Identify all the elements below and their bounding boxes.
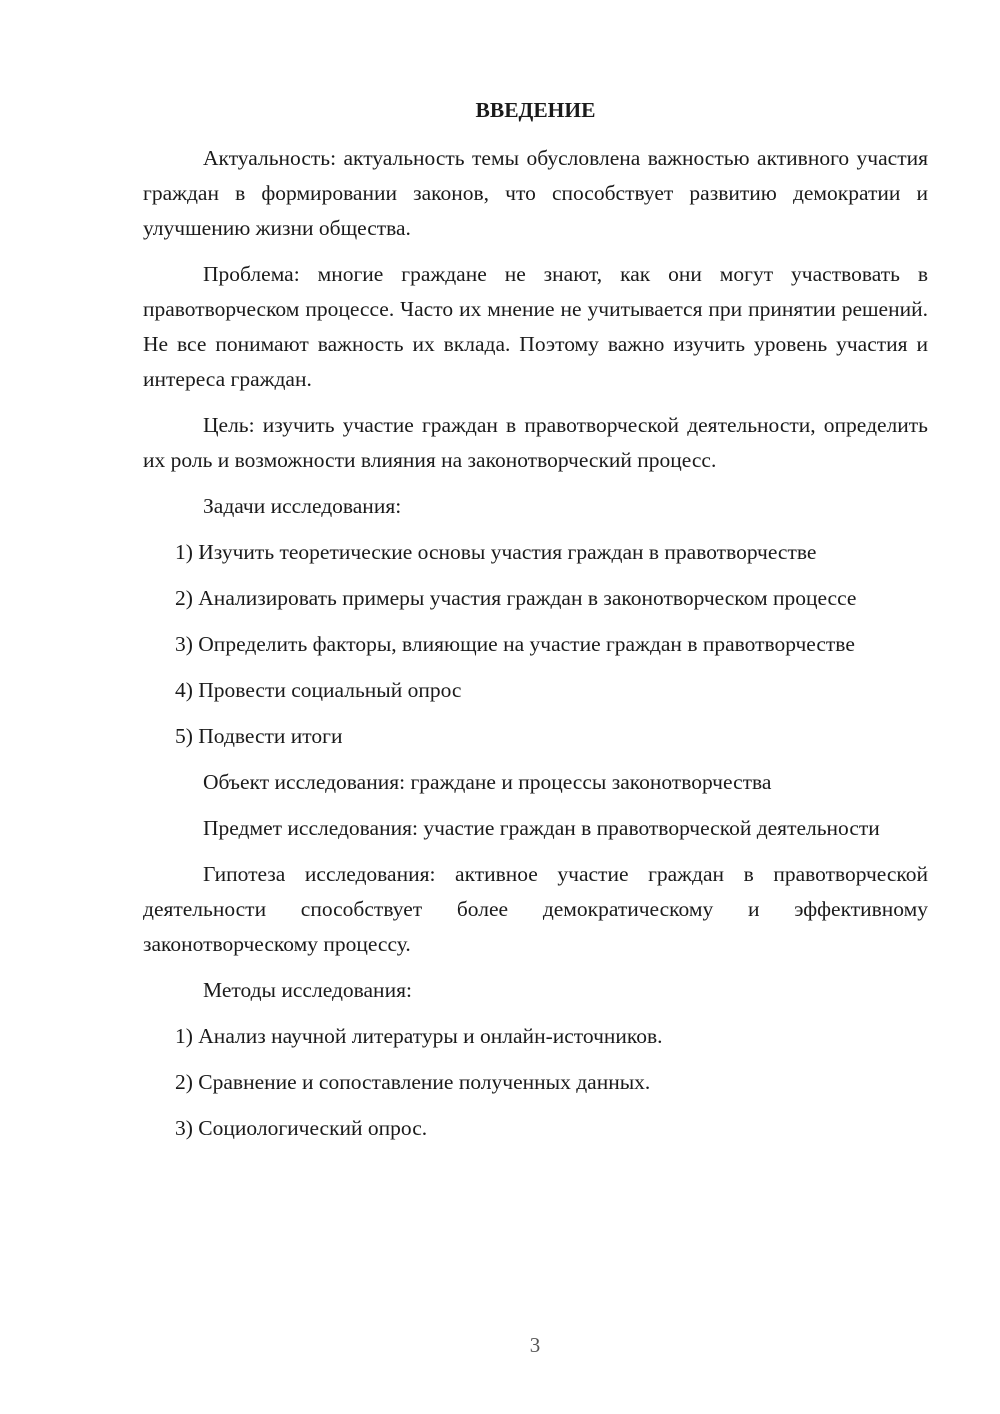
hypothesis-paragraph: Гипотеза исследования: активное участие граждан в правотворческой деятельности способствует более демократическому и эффективному законотворческому процессу. — [143, 862, 928, 956]
task-item: 2) Анализировать примеры участия граждан в законотворческом процессе — [175, 586, 857, 610]
method-item: 3) Социологический опрос. — [175, 1116, 428, 1140]
goal-paragraph: Цель: изучить участие граждан в правотворческой деятельности, определить их роль и возможности влияния на законотворческий процесс. — [143, 413, 928, 472]
relevance-paragraph: Актуальность: актуальность темы обусловлена важностью активного участия граждан в формировании законов, что способствует развитию демократии и улучшению жизни общества. — [143, 146, 928, 240]
method-item: 1) Анализ научной литературы и онлайн-источников. — [175, 1024, 663, 1048]
task-item: 4) Провести социальный опрос — [175, 678, 462, 702]
task-item: 5) Подвести итоги — [175, 724, 343, 748]
problem-paragraph: Проблема: многие граждане не знают, как они могут участвовать в правотворческом процессе. Часто их мнение не учитывается при принятии решений. Не все понимают важность их вклада. Поэтому важно изучить уровень участия и интереса граждан. — [143, 262, 928, 391]
method-item: 2) Сравнение и сопоставление полученных данных. — [175, 1070, 651, 1094]
page-title: ВВЕДЕНИЕ — [475, 98, 596, 122]
task-item: 1) Изучить теоретические основы участия граждан в правотворчестве — [175, 540, 817, 564]
task-item: 3) Определить факторы, влияющие на участие граждан в правотворчестве — [175, 632, 855, 656]
tasks-title: Задачи исследования: — [203, 494, 402, 518]
object-line: Объект исследования: граждане и процессы законотворчества — [203, 770, 772, 794]
document-page — [143, 95, 928, 1157]
methods-title: Методы исследования: — [203, 978, 412, 1002]
page-number: 3 — [529, 1333, 541, 1357]
subject-paragraph: Предмет исследования: участие граждан в правотворческой деятельности — [203, 816, 880, 840]
